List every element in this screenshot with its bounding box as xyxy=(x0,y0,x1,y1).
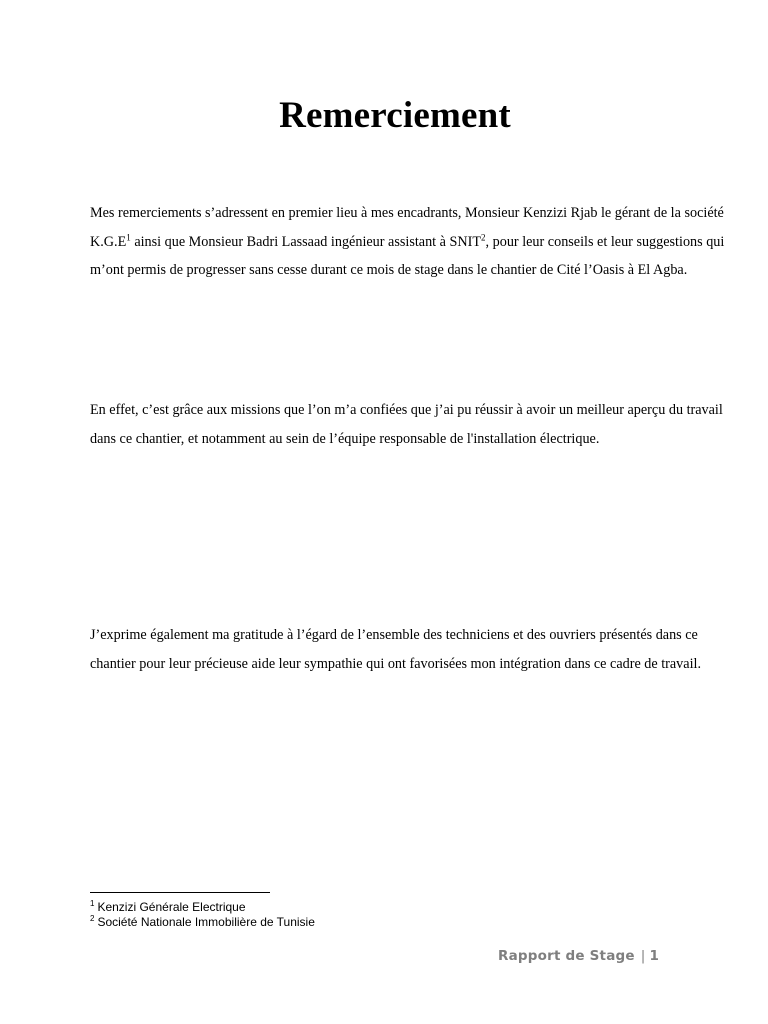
footnote-reference-1: 1 xyxy=(126,231,131,242)
page-number: 1 xyxy=(649,948,660,964)
paragraph-text: Mes remerciements s’adressent en premier lieu à mes encadrants, Monsieur Kenzizi Rjab le gérant de la société K.G.E xyxy=(90,205,724,250)
footnote-text: Société Nationale Immobilière de Tunisie xyxy=(97,915,315,929)
paragraph-text: ainsi que Monsieur Badri Lassaad ingénieur assistant à SNIT xyxy=(130,233,482,250)
paragraph-gratitude-technicians: J’exprime également ma gratitude à l’égard de l’ensemble des techniciens et des ouvriers présentés dans ce chantier pour leur précieuse aide leur sympathie qui ont favorisées mon intégration dans ce cadre de travail. xyxy=(90,627,702,672)
footnote-mark: 2 xyxy=(90,914,95,923)
paragraph-missions: En effet, c’est grâce aux missions que l’on m’a confiées que j’ai pu réussir à avoir un meilleur aperçu du travail dans ce chantier, et notamment au sein de l’équipe responsable de l'installation électrique. xyxy=(90,402,723,447)
paragraph-acknowledgement-supervisors xyxy=(90,199,725,285)
page-title: Remerciement xyxy=(279,95,511,136)
footer-separator: | xyxy=(640,948,646,964)
footer-label: Rapport de Stage xyxy=(498,948,635,964)
footnotes xyxy=(90,900,315,930)
footnote-1 xyxy=(90,900,315,915)
footnote-mark: 1 xyxy=(90,899,95,908)
footnote-reference-2: 2 xyxy=(481,231,486,242)
page-footer xyxy=(498,948,659,964)
footnote-text: Kenzizi Générale Electrique xyxy=(97,900,246,914)
footnote-2 xyxy=(90,915,315,930)
footnote-separator xyxy=(90,892,270,893)
paragraph-text: , pour leur conseils et leur suggestions qui m’ont permis de progresser sans cesse durant ce mois de stage dans le chantier de Cité l’Oasis à El Agba. xyxy=(90,233,725,278)
